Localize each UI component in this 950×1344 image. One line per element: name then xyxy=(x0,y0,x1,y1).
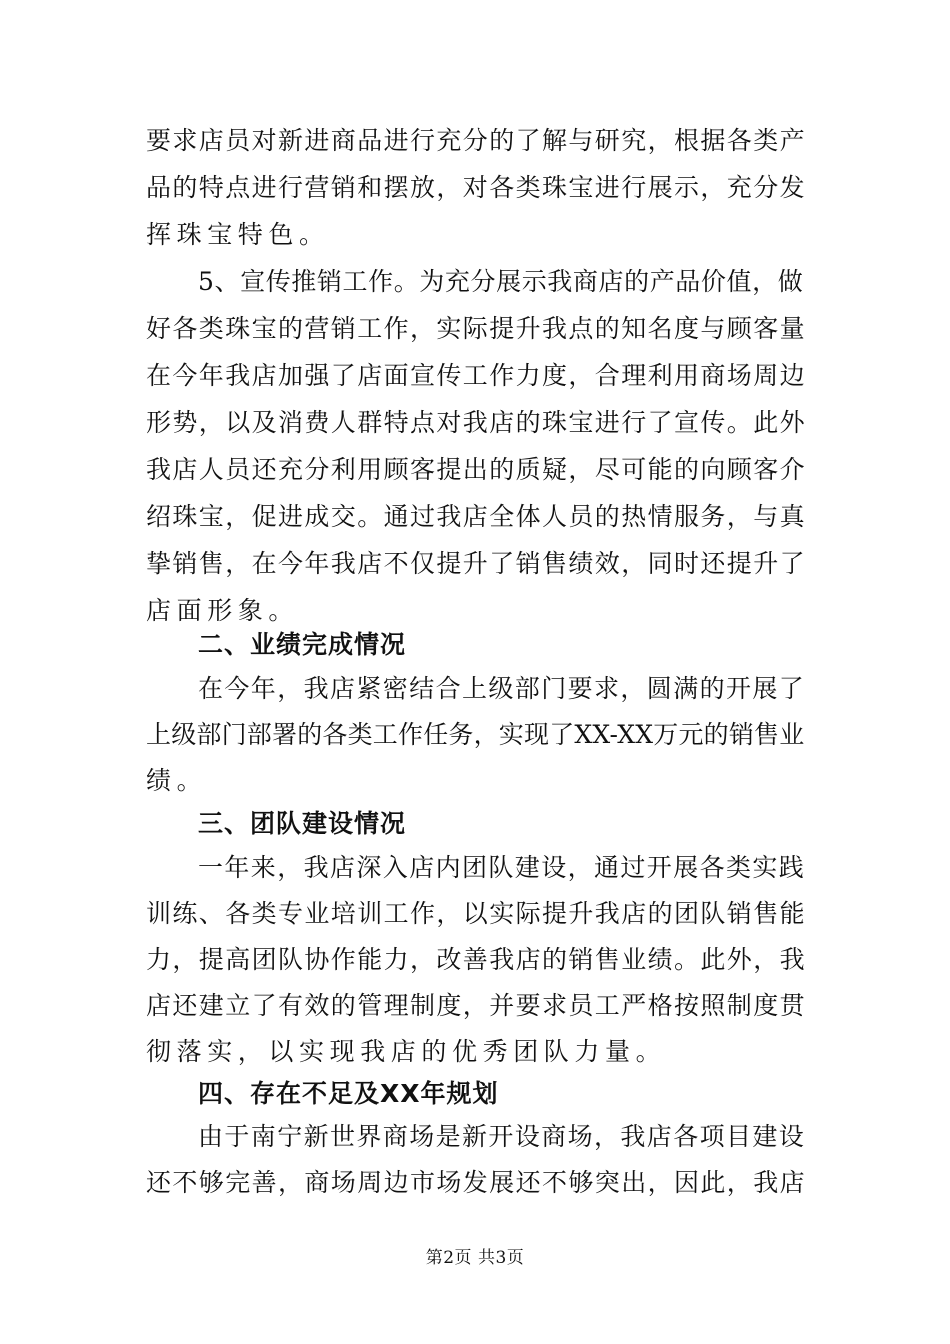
body-line: 由于南宁新世界商场是新开设商场，我店各项目建设 xyxy=(198,1122,806,1151)
body-line: 上级部门部署的各类工作任务，实现了XX-XX万元的销售业 xyxy=(146,720,805,749)
body-line: 好各类珠宝的营销工作，实际提升我点的知名度与顾客量 xyxy=(146,314,807,343)
body-line: 彻落实，以实现我店的优秀团队力量。 xyxy=(146,1037,667,1066)
body-line: 训练、各类专业培训工作，以实际提升我店的团队销售能 xyxy=(146,899,807,928)
body-line: 5、宣传推销工作。为充分展示我商店的产品价值，做 xyxy=(198,267,804,296)
body-line: 绩。 xyxy=(146,766,208,795)
body-line: 绍珠宝，促进成交。通过我店全体人员的热情服务，与真 xyxy=(146,502,807,531)
section-heading: 二、业绩完成情况 xyxy=(198,630,407,659)
section-heading: 四、存在不足及XX年规划 xyxy=(198,1079,499,1108)
page-footer: 第2页 共3页 xyxy=(425,1248,525,1268)
body-line: 还不够完善，商场周边市场发展还不够突出，因此，我店 xyxy=(146,1168,807,1197)
body-line: 挚销售，在今年我店不仅提升了销售绩效，同时还提升了 xyxy=(146,549,807,578)
body-line: 挥珠宝特色。 xyxy=(146,220,330,249)
body-line: 在今年我店加强了店面宣传工作力度，合理利用商场周边 xyxy=(146,361,807,390)
body-line: 力，提高团队协作能力，改善我店的销售业绩。此外，我 xyxy=(146,945,807,974)
body-line: 品的特点进行营销和摆放，对各类珠宝进行展示，充分发 xyxy=(146,173,807,202)
section-heading: 三、团队建设情况 xyxy=(198,809,407,838)
body-line: 我店人员还充分利用顾客提出的质疑，尽可能的向顾客介 xyxy=(146,455,807,484)
body-line: 店还建立了有效的管理制度，并要求员工严格按照制度贯 xyxy=(146,991,807,1020)
body-line: 一年来，我店深入店内团队建设，通过开展各类实践 xyxy=(198,853,806,882)
body-line: 形势，以及消费人群特点对我店的珠宝进行了宣传。此外 xyxy=(146,408,807,437)
body-line: 店面形象。 xyxy=(146,596,300,625)
body-line: 在今年，我店紧密结合上级部门要求，圆满的开展了 xyxy=(198,674,806,703)
body-line: 要求店员对新进商品进行充分的了解与研究，根据各类产 xyxy=(146,126,807,155)
